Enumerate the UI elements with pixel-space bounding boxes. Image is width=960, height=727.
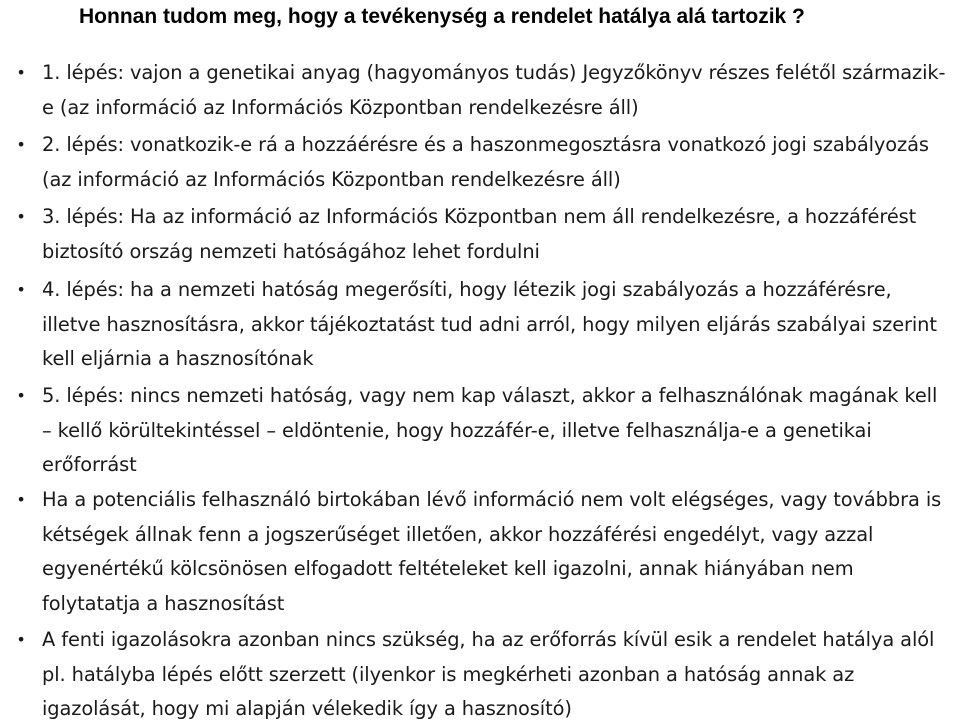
bullet-text: 5. lépés: nincs nemzeti hatóság, vagy nem kap választ, akkor a felhasználónak magának kell – kellő körültekintéssel – eldöntenie, hogy hozzáfér-e, illetve felhasználja-e a genetikai erőforrást xyxy=(42,384,938,476)
bullet-item-step-2 xyxy=(16,128,948,197)
bullet-dot-icon: • xyxy=(16,386,26,405)
bullet-dot-icon: • xyxy=(16,207,26,226)
bullet-text: 3. lépés: Ha az információ az Információs Központban nem áll rendelkezésre, a hozzáférést biztosító ország nemzeti hatóságához lehet fordulni xyxy=(42,205,917,263)
bullet-dot-icon: • xyxy=(16,280,26,299)
bullet-text: 4. lépés: ha a nemzeti hatóság megerősíti, hogy létezik jogi szabályozás a hozzáférésre, illetve hasznosításra, akkor tájékoztatást tud adni arról, hogy milyen eljárás szabályai szerint kell eljárnia a hasznosítónak xyxy=(42,278,937,370)
bullet-text: 1. lépés: vajon a genetikai anyag (hagyományos tudás) Jegyzőkönyv részes felétől származik-e (az információ az Információs Központban rendelkezésre áll) xyxy=(42,61,946,119)
bullet-dot-icon: • xyxy=(16,63,26,82)
bullet-dot-icon: • xyxy=(16,490,26,509)
slide-title: Honnan tudom meg, hogy a tevékenység a rendelet hatálya alá tartozik ? xyxy=(79,5,805,28)
bullet-item-step-5 xyxy=(16,379,948,483)
bullet-text: 2. lépés: vonatkozik-e rá a hozzáérésre és a haszonmegosztásra vonatkozó jogi szabályozás (az információ az Információs Központban rendelkezésre áll) xyxy=(42,133,929,191)
bullet-item-step-1 xyxy=(16,56,948,125)
bullet-text: A fenti igazolásokra azonban nincs szükség, ha az erőforrás kívül esik a rendelet hatálya alól pl. hatályba lépés előtt szerzett (ilyenkor is megkérheti azonban a hatóság annak az igazolását, hogy mi alapján vélekedik így a hasznosító) xyxy=(42,628,935,720)
bullet-item-step-3 xyxy=(16,200,948,269)
bullet-dot-icon: • xyxy=(16,630,26,649)
bullet-item-insufficient-info xyxy=(16,483,948,621)
bullet-item-step-4 xyxy=(16,273,948,377)
bullet-item-exemption xyxy=(16,623,948,727)
bullet-text: Ha a potenciális felhasználó birtokában lévő információ nem volt elégséges, vagy továbbra is kétségek állnak fenn a jogszerűséget illetően, akkor hozzáférési engedélyt, vagy azzal egyenértékű kölcsönösen elfogadott feltételeket kell igazolni, annak hiányában nem folytatatja a hasznosítást xyxy=(42,488,942,615)
bullet-dot-icon: • xyxy=(16,135,26,154)
